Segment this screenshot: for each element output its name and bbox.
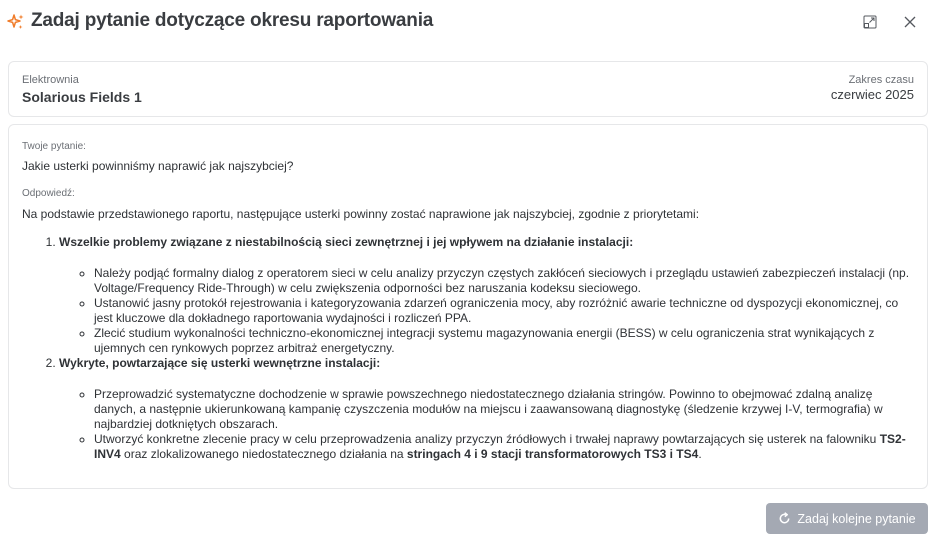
- plant-value: Solarious Fields 1: [22, 89, 142, 105]
- inverter-id: TS2-INV4: [94, 432, 906, 461]
- answer-intro: Na podstawie przedstawionego raportu, następujące usterki powinny zostać naprawione jak najszybciej, zgodnie z priorytetami:: [22, 207, 700, 221]
- section-heading: Wszelkie problemy związane z niestabilnością sieci zewnętrznej i jej wpływem na działanie instalacji:: [59, 235, 634, 249]
- section-items: [59, 266, 915, 356]
- question-label: Twoje pytanie:: [22, 141, 86, 152]
- expand-icon: [863, 15, 877, 29]
- close-icon: [904, 16, 916, 28]
- item-text: .: [698, 447, 702, 461]
- qa-card: [8, 124, 928, 489]
- list-item: [94, 432, 915, 462]
- refresh-icon: [778, 512, 791, 525]
- item-text: oraz zlokalizowanego niedostatecznego działania na: [120, 447, 407, 461]
- item-text: Utworzyć konkretne zlecenie pracy w celu przeprowadzenia analizy przyczyn źródłowych i trwałej naprawy powtarzających się usterek na falowniku: [94, 432, 880, 446]
- report-info-card: [8, 61, 928, 117]
- answer-label: Odpowiedź:: [22, 188, 75, 199]
- period-info: [831, 74, 914, 102]
- dialog-header: [0, 0, 940, 44]
- answer-section: [59, 356, 915, 462]
- plant-info: [22, 74, 142, 105]
- close-button[interactable]: [901, 13, 919, 31]
- section-items: [59, 387, 915, 462]
- string-location: stringach 4 i 9 stacji transformatorowych TS3 i TS4: [406, 447, 699, 461]
- next-button-label: Zadaj kolejne pytanie: [797, 511, 916, 526]
- sparkle-icon: [7, 13, 25, 31]
- expand-button[interactable]: [861, 13, 879, 31]
- list-item: ◦ Przeprowadzić systematyczne dochodzenie w sprawie powszechnego niedostatecznego działania stringów. Powinno to obejmować zdalną analizę danych, a następnie ukierunkowaną kampanię czyszczenia modułów na miejscu i zaawansowaną diagnostykę (śledzenie krzywej I-V, termografia) w najbardziej dotkniętych obszarach.: [94, 387, 915, 432]
- plant-label: Elektrownia: [22, 74, 79, 86]
- answer-list: [22, 235, 915, 462]
- dialog-title: Zadaj pytanie dotyczące okresu raportowania: [31, 10, 434, 31]
- list-item: ◦ Zlecić studium wykonalności techniczno-ekonomicznej integracji systemu magazynowania energii (BESS) w celu ograniczenia strat wynikających z ujemnych cen rynkowych poprzez arbitraż energetyczny.: [94, 326, 915, 356]
- period-value: czerwiec 2025: [830, 87, 914, 102]
- section-heading: Wykryte, powtarzające się usterki wewnętrzne instalacji:: [59, 356, 381, 370]
- answer-section: [59, 235, 915, 356]
- question-text: Jakie usterki powinniśmy naprawić jak najszybciej?: [22, 159, 294, 173]
- ask-another-question-button[interactable]: [766, 503, 928, 534]
- list-item: ◦ Ustanowić jasny protokół rejestrowania i kategoryzowania zdarzeń ograniczenia mocy, aby rozróżnić awarie techniczne od dyspozycji ekonomicznej, co jest kluczowe dla dokładnego raportowania wydajności i rozliczeń PPA.: [94, 296, 915, 326]
- list-item: ◦ Należy podjąć formalny dialog z operatorem sieci w celu analizy przyczyn częstych zakłóceń sieciowych i przeglądu ustawień zabezpieczeń instalacji (np. Voltage/Frequency Ride-Through) w celu zwiększenia odporności bez naruszania kodeksu sieciowego.: [94, 266, 915, 296]
- period-label: Zakres czasu: [848, 74, 914, 86]
